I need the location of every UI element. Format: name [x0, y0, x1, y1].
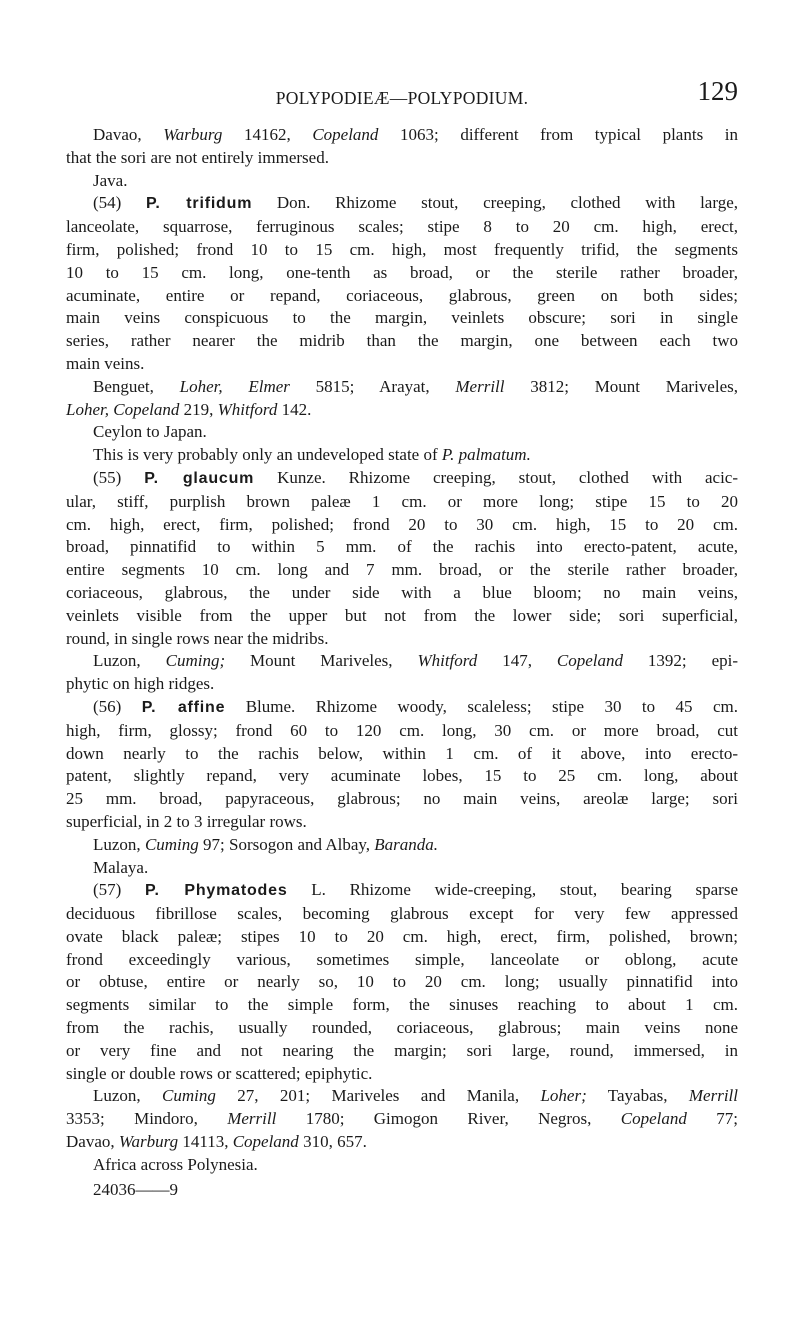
text-run: Kunze. Rhizome creeping, stout, clothed with acic-: [254, 467, 739, 487]
text-run: segments similar to the simple form, the sinuses reaching to about 1 cm.: [66, 995, 738, 1015]
text-line: [66, 444, 738, 467]
text-line: [66, 376, 738, 399]
text-line: [66, 467, 738, 491]
text-line: [66, 582, 738, 605]
text-run: phytic on high ridges.: [66, 674, 215, 694]
text-line: [66, 696, 738, 720]
text-line: [66, 720, 738, 743]
page-number: 129: [697, 76, 738, 106]
text-run: ular, stiff, purplish brown paleæ 1 cm. or more long; stipe 15 to 20: [66, 491, 738, 511]
italic-citation: Loher, Copeland: [66, 399, 180, 419]
species-name: P. glaucum: [144, 469, 255, 487]
italic-citation: P. palmatum.: [441, 445, 531, 465]
text-run: 3353; Mindoro,: [66, 1109, 228, 1129]
text-run: superficial, in 2 to 3 irregular rows.: [66, 811, 307, 831]
text-run: Ceylon to Japan.: [93, 422, 207, 442]
species-name: P. trifidum: [145, 195, 253, 213]
text-run: (56): [93, 696, 142, 716]
text-line: [66, 307, 738, 330]
text-run: 10 to 15 cm. long, one-tenth as broad, or the sterile rather broader,: [66, 262, 738, 282]
text-run: 142.: [277, 399, 312, 419]
italic-citation: Merrill: [688, 1086, 738, 1106]
text-run: Tayabas,: [586, 1086, 689, 1106]
text-line: [66, 628, 738, 651]
text-run: or very fine and not nearing the margin; sori large, round, immersed, in: [66, 1040, 738, 1060]
text-run: 27, 201; Mariveles and Manila,: [215, 1086, 541, 1106]
text-line: [66, 170, 738, 193]
text-run: from the rachis, usually rounded, coriaceous, glabrous; main veins none: [66, 1018, 738, 1038]
text-run: high, firm, glossy; frond 60 to 120 cm. long, 30 cm. or more broad, cut: [66, 720, 738, 740]
text-line: [66, 650, 738, 673]
text-run: 5815; Arayat,: [289, 376, 456, 396]
text-line: [66, 124, 738, 147]
signature-mark: 24036——9: [93, 1179, 178, 1199]
text-line: [66, 262, 738, 285]
text-run: round, in single rows near the midribs.: [66, 628, 329, 648]
text-run: single or double rows or scattered; epiphytic.: [66, 1063, 373, 1083]
text-run: veinlets visible from the upper but not from the lower side; sori superficial,: [66, 605, 738, 625]
text-line: [66, 421, 738, 444]
italic-citation: Copeland: [556, 651, 623, 671]
species-name: P. Phymatodes: [145, 882, 288, 900]
text-run: 1780; Gimogon River, Negros,: [276, 1109, 621, 1129]
text-run: frond exceedingly various, sometimes simple, lanceolate or oblong, acute: [66, 949, 738, 969]
text-line: [66, 994, 738, 1017]
text-line: [66, 514, 738, 537]
italic-citation: Copeland: [620, 1109, 687, 1129]
text-run: main veins.: [66, 353, 145, 373]
text-run: Java.: [93, 170, 128, 190]
text-run: Africa across Polynesia.: [93, 1154, 258, 1174]
text-run: Davao,: [66, 1132, 119, 1152]
text-run: Malaya.: [93, 857, 149, 877]
text-run: (55): [93, 467, 145, 487]
text-line: [66, 536, 738, 559]
text-line: [66, 673, 738, 696]
text-line: [66, 605, 738, 628]
text-run: Luzon,: [93, 834, 145, 854]
text-line: [66, 216, 738, 239]
italic-citation: Whitford: [217, 399, 278, 419]
text-line: [66, 857, 738, 880]
italic-citation: Copeland: [312, 125, 379, 144]
text-run: Luzon,: [93, 651, 166, 671]
text-line: [66, 1017, 738, 1040]
italic-citation: Copeland: [232, 1132, 299, 1152]
italic-citation: Baranda.: [374, 834, 439, 854]
text-run: or obtuse, entire or nearly so, 10 to 20 cm. long; usually pinnatifid into: [66, 972, 738, 992]
text-line: [66, 330, 738, 353]
text-run: 1392; epi-: [623, 651, 739, 671]
text-line: [66, 285, 738, 308]
text-line: [66, 811, 738, 834]
text-run: 310, 657.: [298, 1132, 367, 1152]
text-run: main veins conspicuous to the margin, veinlets obscure; sori in single: [66, 308, 738, 328]
text-line: [66, 192, 738, 216]
page-header: [66, 0, 738, 108]
italic-citation: Loher, Elmer: [179, 376, 290, 396]
text-line: [66, 239, 738, 262]
text-line: [66, 788, 738, 811]
text-run: lanceolate, squarrose, ferruginous scales; stipe 8 to 20 cm. high, erect,: [66, 217, 738, 237]
text-run: Davao,: [93, 125, 164, 144]
text-run: 3812; Mount Mariveles,: [504, 376, 738, 396]
text-run: entire segments 10 cm. long and 7 mm. broad, or the sterile rather broader,: [66, 560, 738, 580]
body-text: [66, 124, 738, 1201]
text-run: down nearly to the rachis below, within 1 cm. of it above, into erecto-: [66, 743, 738, 763]
text-run: series, rather nearer the midrib than the margin, one between each two: [66, 331, 738, 351]
text-run: 219,: [179, 399, 218, 419]
text-run: Luzon,: [93, 1086, 163, 1106]
text-run: Blume. Rhizome woody, scaleless; stipe 30 to 45 cm.: [225, 696, 738, 716]
text-line: [66, 1154, 738, 1177]
italic-citation: Merrill: [455, 376, 505, 396]
text-run: 147,: [477, 651, 557, 671]
text-run: 77;: [686, 1109, 738, 1129]
italic-citation: Cuming: [144, 834, 199, 854]
text-run: 1063; different from typical plants in: [378, 125, 738, 144]
text-line: [66, 903, 738, 926]
text-line: [66, 743, 738, 766]
running-head: POLYPODIEÆ—POLYPODIUM.: [275, 88, 529, 108]
text-run: Don. Rhizome stout, creeping, clothed with large,: [252, 193, 738, 213]
italic-citation: Cuming;: [165, 651, 226, 671]
text-line: [66, 1108, 738, 1131]
text-run: Benguet,: [93, 376, 180, 396]
text-line: [66, 147, 738, 170]
text-line: [66, 353, 738, 376]
text-run: Mount Mariveles,: [225, 651, 418, 671]
text-run: that the sori are not entirely immersed.: [66, 147, 329, 167]
text-run: L. Rhizome wide-creeping, stout, bearing sparse: [287, 880, 738, 900]
text-line: [66, 1040, 738, 1063]
italic-citation: Loher;: [540, 1086, 587, 1106]
text-line: [66, 926, 738, 949]
italic-citation: Cuming: [162, 1086, 216, 1106]
text-run: acuminate, entire or repand, coriaceous, glabrous, green on both sides;: [66, 285, 738, 305]
text-run: firm, polished; frond 10 to 15 cm. high, most frequently trifid, the segments: [66, 239, 738, 259]
text-run: deciduous fibrillose scales, becoming glabrous except for very few appressed: [66, 904, 738, 924]
text-line: [66, 399, 738, 422]
text-line: [66, 834, 738, 857]
species-name: P. affine: [141, 698, 226, 716]
text-run: This is very probably only an undeveloped state of: [93, 445, 442, 465]
italic-citation: Merrill: [227, 1109, 277, 1129]
text-run: (54): [93, 193, 146, 213]
text-run: 14113,: [178, 1132, 233, 1152]
text-line: [66, 559, 738, 582]
text-run: cm. high, erect, firm, polished; frond 20 to 30 cm. high, 15 to 20 cm.: [66, 514, 738, 534]
text-run: (57): [93, 880, 146, 900]
text-run: 97; Sorsogon and Albay,: [198, 834, 375, 854]
text-line: [66, 879, 738, 903]
italic-citation: Warburg: [118, 1132, 179, 1152]
text-line: [66, 971, 738, 994]
text-line: [66, 765, 738, 788]
text-run: patent, slightly repand, very acuminate lobes, 15 to 25 cm. long, about: [66, 766, 738, 786]
text-run: coriaceous, glabrous, the under side with a blue bloom; no main veins,: [66, 582, 738, 602]
page: [66, 0, 739, 1199]
text-run: 25 mm. broad, papyraceous, glabrous; no main veins, areolæ large; sori: [66, 789, 738, 809]
text-line: [66, 1085, 738, 1108]
italic-citation: Warburg: [163, 125, 223, 144]
text-line: [66, 949, 738, 972]
text-line: [66, 1063, 738, 1086]
text-run: 14162,: [222, 125, 313, 144]
text-line: [66, 1131, 738, 1154]
text-run: broad, pinnatifid to within 5 mm. of the rachis into erecto-patent, acute,: [66, 537, 738, 557]
text-run: ovate black paleæ; stipes 10 to 20 cm. high, erect, firm, polished, brown;: [66, 926, 738, 946]
text-line: [66, 491, 738, 514]
italic-citation: Whitford: [417, 651, 478, 671]
